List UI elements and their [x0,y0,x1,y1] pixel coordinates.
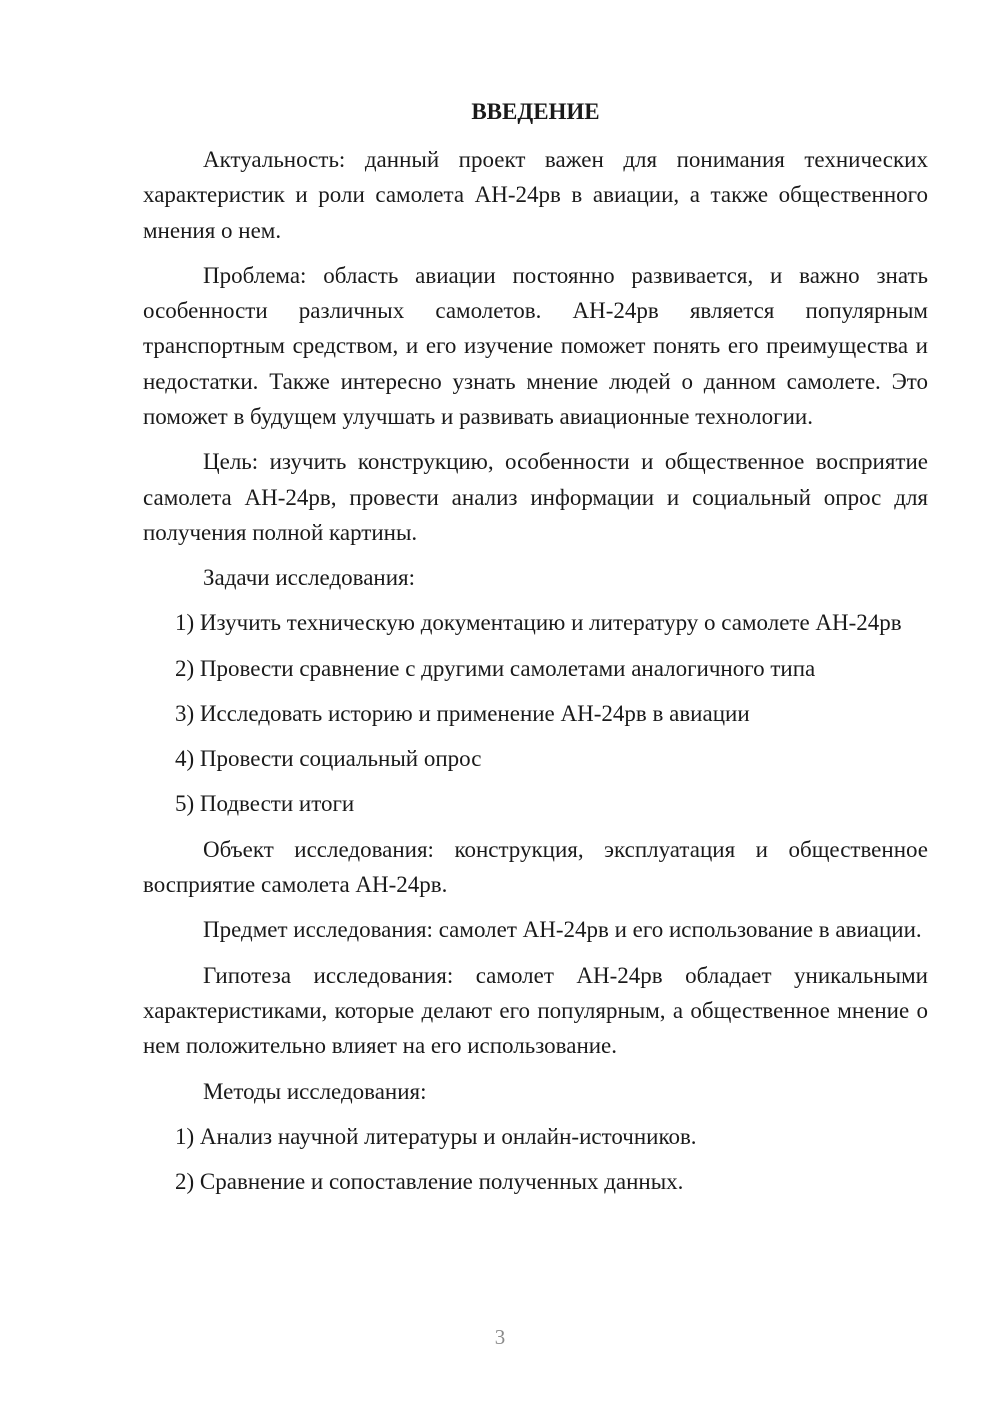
hypothesis-paragraph: Гипотеза исследования: самолет АН-24рв обладает уникальными характеристиками, которые делают его популярным, а общественное мнение о нем положительно влияет на его использование. [143,962,928,1059]
method-item-2: 2) Сравнение и сопоставление полученных данных. [175,1168,684,1194]
task-item-3: 3) Исследовать историю и применение АН-24рв в авиации [175,700,750,726]
task-item-4: 4) Провести социальный опрос [175,746,482,772]
document-page [143,94,928,1209]
problem-paragraph: Проблема: область авиации постоянно развивается, и важно знать особенности различных самолетов. АН-24рв является популярным транспортным средством, и его изучение поможет понять его преимущества и недостатки. Также интересно узнать мнение людей о данном самолете. Это поможет в будущем улучшать и развивать авиационные технологии. [143,262,928,430]
method-item-1: 1) Анализ научной литературы и онлайн-источников. [175,1123,697,1149]
page-number: 3 [494,1325,506,1349]
task-item-5: 5) Подвести итоги [175,791,355,817]
methods-heading: Методы исследования: [203,1078,427,1104]
object-paragraph: Объект исследования: конструкция, эксплуатация и общественное восприятие самолета АН-24рв. [143,836,928,898]
task-item-1: 1) Изучить техническую документацию и литературу о самолете АН-24рв [175,610,902,636]
tasks-heading: Задачи исследования: [203,565,416,591]
task-item-2: 2) Провести сравнение с другими самолетами аналогичного типа [175,655,816,681]
section-title: ВВЕДЕНИЕ [471,99,600,124]
relevance-paragraph: Актуальность: данный проект важен для понимания технических характеристик и роли самолета АН-24рв в авиации, а также общественного мнения о нем. [143,147,928,243]
subject-paragraph: Предмет исследования: самолет АН-24рв и его использование в авиации. [203,917,922,943]
goal-paragraph: Цель: изучить конструкцию, особенности и общественное восприятие самолета АН-24рв, провести анализ информации и социальный опрос для получения полной картины. [143,449,928,545]
